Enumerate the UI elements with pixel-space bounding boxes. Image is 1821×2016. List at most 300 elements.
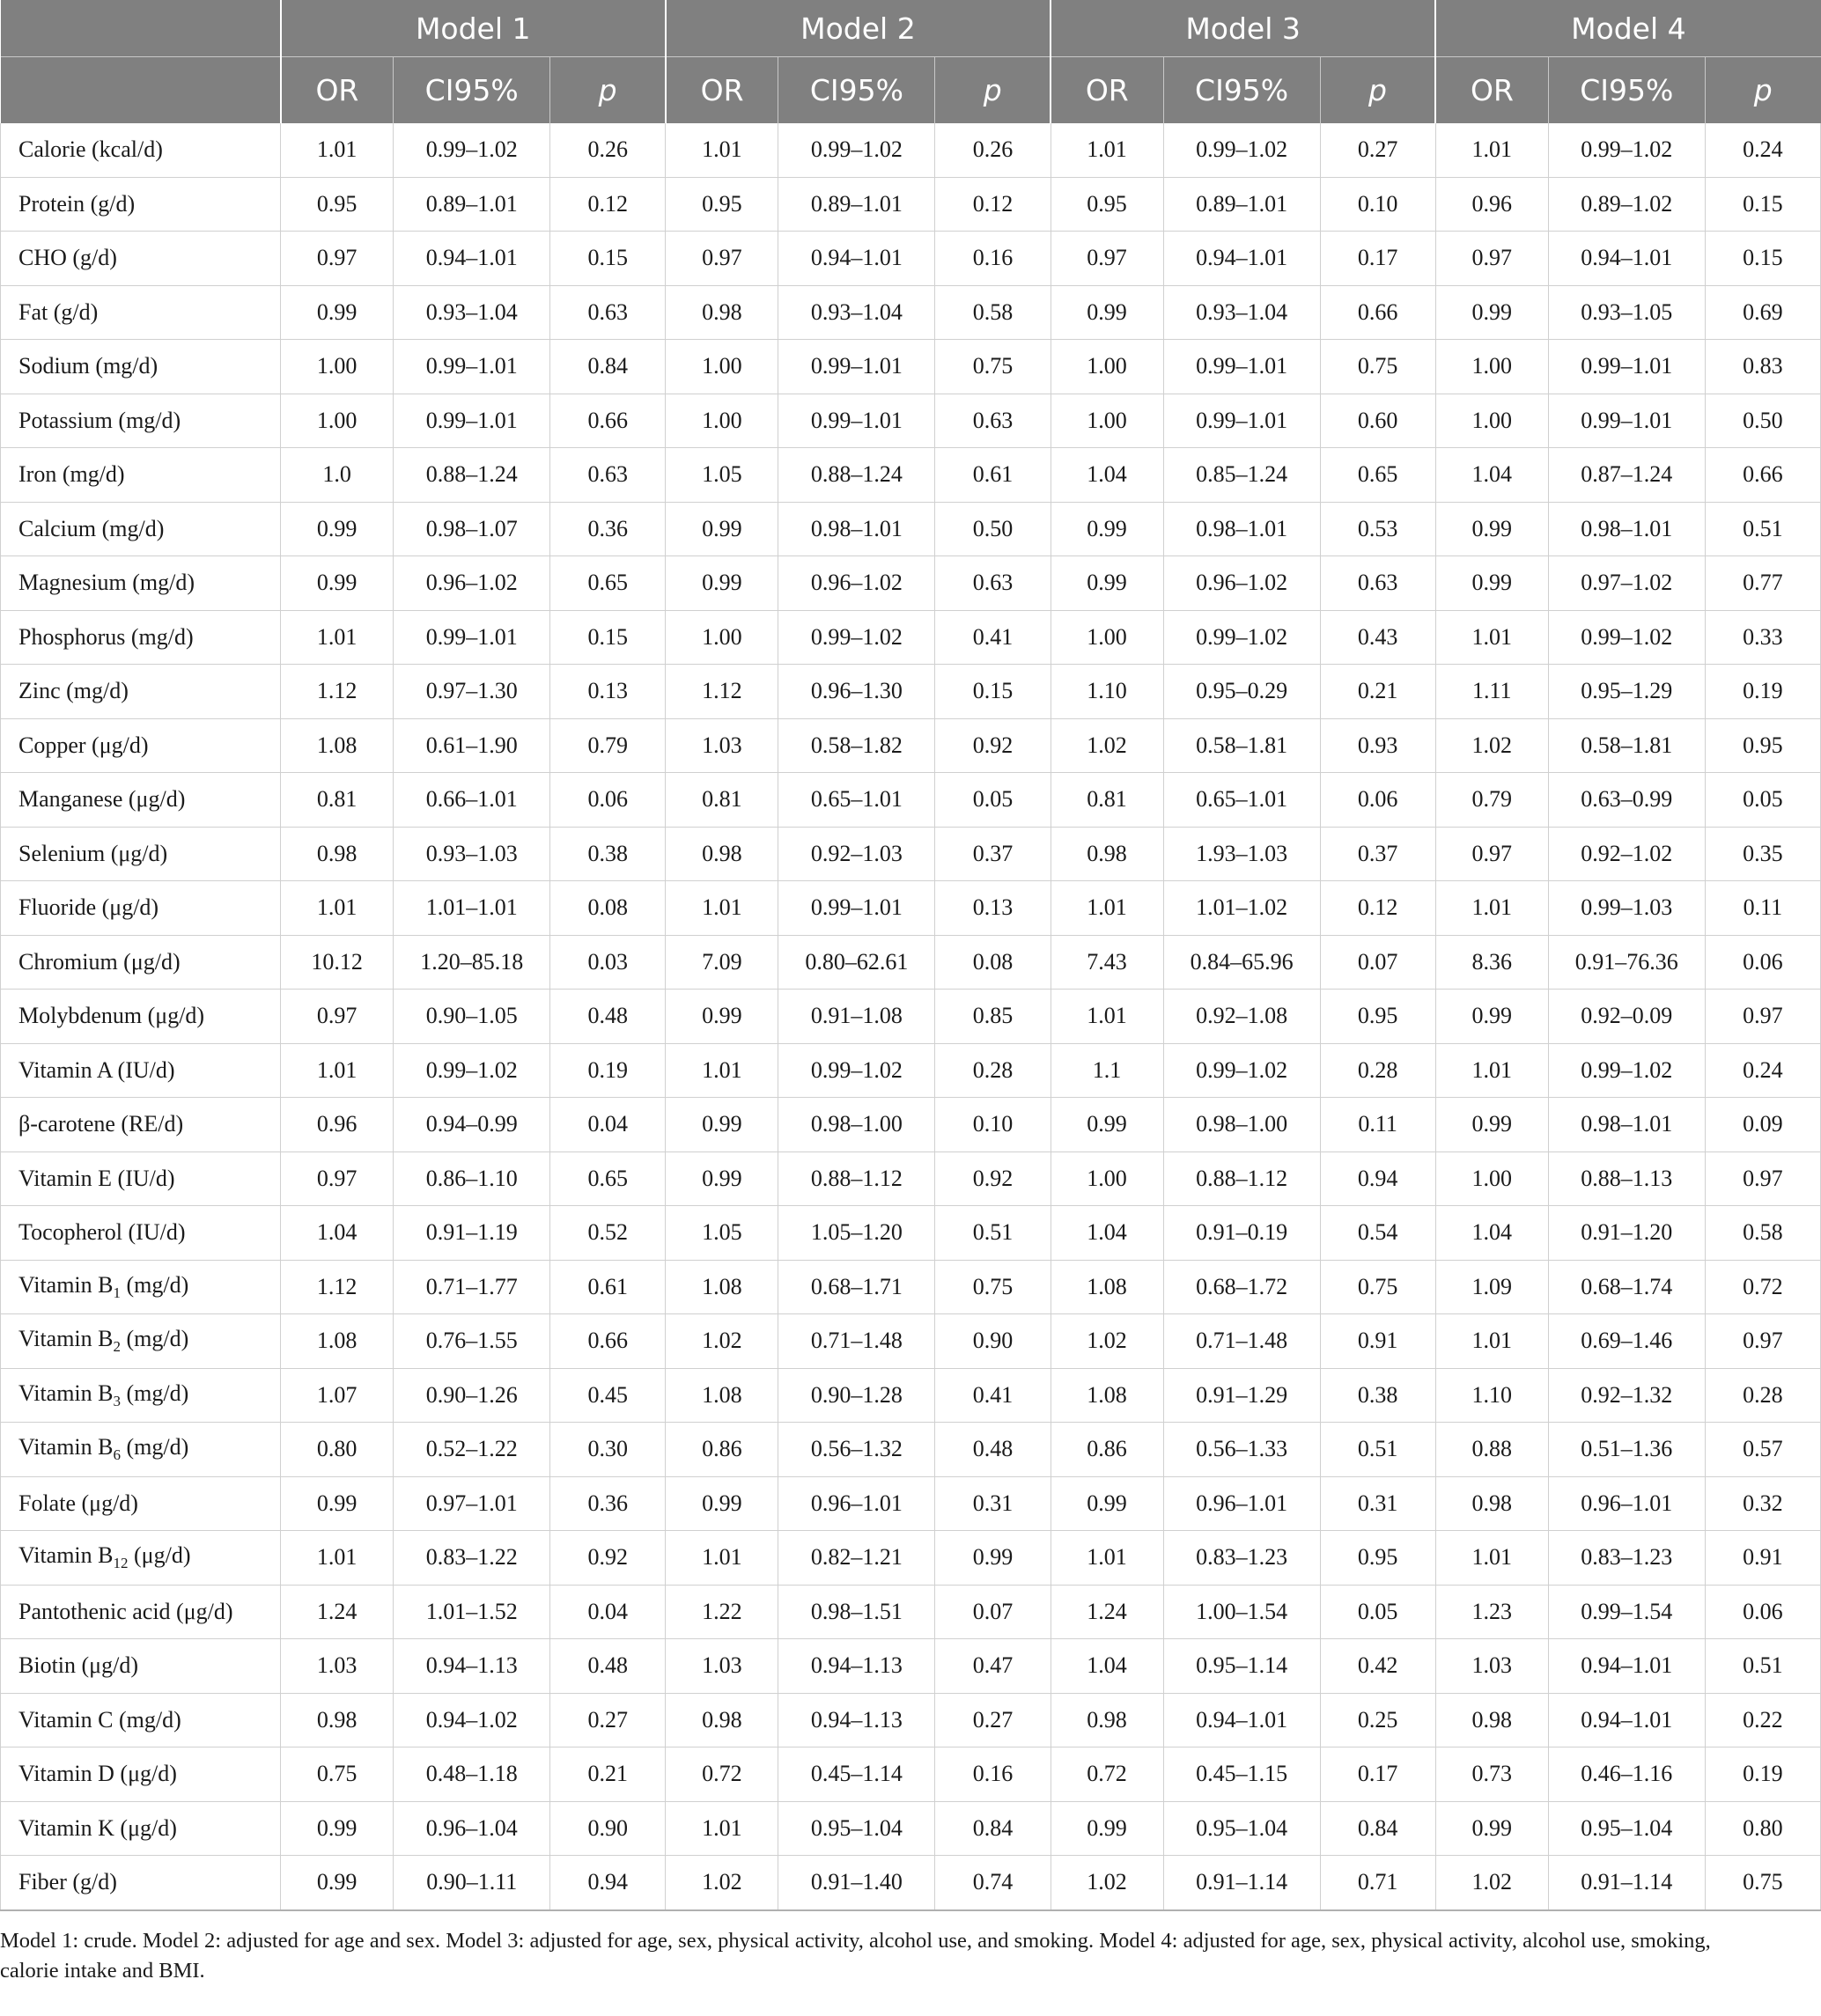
model-2-ci-value: 0.94–1.13 [778, 1693, 935, 1747]
model-3-or-value: 1.10 [1051, 665, 1163, 719]
model-3-or-value: 0.81 [1051, 773, 1163, 828]
nutrient-label [1, 1801, 281, 1856]
model-3-or-value: 1.00 [1051, 610, 1163, 665]
table-row [1, 1856, 1821, 1910]
model-2-ci-value: 0.98–1.01 [778, 502, 935, 556]
nutrient-label [1, 1368, 281, 1423]
model-1-p-value: 0.45 [550, 1368, 666, 1423]
nutrient-name: Pantothenic acid (μg/d) [18, 1598, 233, 1624]
model-2-p-value: 0.90 [935, 1314, 1051, 1369]
model-1-p-value: 0.92 [550, 1531, 666, 1586]
nutrient-subscript: 2 [113, 1338, 121, 1356]
model-4-p-value: 0.66 [1705, 448, 1820, 503]
model-1-ci-value: 1.20–85.18 [394, 935, 550, 990]
model-3-or-value: 0.99 [1051, 502, 1163, 556]
model-2-ci-value: 0.94–1.13 [778, 1639, 935, 1694]
ci-header: CI95% [1163, 57, 1320, 124]
model-3-p-value: 0.07 [1320, 935, 1435, 990]
model-3-p-value: 0.75 [1320, 1260, 1435, 1314]
model-3-p-value: 0.94 [1320, 1151, 1435, 1206]
model-1-p-value: 0.66 [550, 1314, 666, 1369]
table-row [1, 177, 1821, 232]
model-4-p-value: 0.24 [1705, 123, 1820, 177]
model-3-p-value: 0.54 [1320, 1206, 1435, 1261]
model-3-or-value: 0.97 [1051, 232, 1163, 286]
model-2-p-value: 0.50 [935, 502, 1051, 556]
model-4-p-value: 0.24 [1705, 1043, 1820, 1098]
model-2-ci-value: 0.91–1.08 [778, 990, 935, 1044]
nutrient-name: Manganese (μg/d) [18, 786, 186, 813]
model-4-p-value: 0.77 [1705, 556, 1820, 611]
model-1-ci-value: 0.66–1.01 [394, 773, 550, 828]
model-3-p-value: 0.75 [1320, 340, 1435, 394]
model-3-ci-value: 0.85–1.24 [1163, 448, 1320, 503]
model-4-ci-value: 0.99–1.02 [1548, 123, 1705, 177]
model-2-or-value: 1.01 [666, 1043, 778, 1098]
model-1-p-value: 0.21 [550, 1747, 666, 1802]
nutrient-name: Tocopherol (IU/d) [18, 1219, 186, 1246]
model-4-or-value: 0.99 [1435, 285, 1548, 340]
table-body [1, 123, 1821, 1910]
model-4-or-value: 1.01 [1435, 1531, 1548, 1586]
model-1-or-value: 10.12 [281, 935, 394, 990]
model-4-p-value: 0.28 [1705, 1368, 1820, 1423]
model-4-or-value: 1.03 [1435, 1639, 1548, 1694]
model-4-ci-value: 0.99–1.54 [1548, 1585, 1705, 1639]
model-3-or-value: 1.24 [1051, 1585, 1163, 1639]
table-row [1, 1151, 1821, 1206]
model-1-p-value: 0.03 [550, 935, 666, 990]
p-header [550, 57, 666, 124]
model-4-or-value: 1.01 [1435, 1043, 1548, 1098]
model-4-or-value: 1.04 [1435, 448, 1548, 503]
model-3-p-value: 0.31 [1320, 1476, 1435, 1531]
nutrient-name: β-carotene (RE/d) [18, 1111, 184, 1137]
model-1-ci-value: 0.89–1.01 [394, 177, 550, 232]
model-2-or-value: 0.99 [666, 990, 778, 1044]
model-3-ci-value: 0.84–65.96 [1163, 935, 1320, 990]
model-2-ci-value: 0.88–1.12 [778, 1151, 935, 1206]
model-2-or-value: 1.00 [666, 610, 778, 665]
table-header [1, 0, 1821, 123]
model-1-or-value: 1.00 [281, 340, 394, 394]
model-2-ci-value: 0.56–1.32 [778, 1423, 935, 1477]
model-2-p-value: 0.61 [935, 448, 1051, 503]
model-4-p-value: 0.57 [1705, 1423, 1820, 1477]
model-2-p-value: 0.99 [935, 1531, 1051, 1586]
nutrient-name: Folate (μg/d) [18, 1490, 138, 1516]
model-1-or-value: 0.98 [281, 1693, 394, 1747]
nutrient-name: Magnesium (mg/d) [18, 570, 195, 596]
nutrient-name: Vitamin B [18, 1542, 114, 1569]
model-1-or-value: 1.12 [281, 665, 394, 719]
model-3-p-value: 0.42 [1320, 1639, 1435, 1694]
model-2-or-value: 1.01 [666, 123, 778, 177]
table-row [1, 1585, 1821, 1639]
model-4-p-value: 0.32 [1705, 1476, 1820, 1531]
model-4-p-value: 0.51 [1705, 1639, 1820, 1694]
model-4-or-value: 0.79 [1435, 773, 1548, 828]
model-4-or-value: 1.01 [1435, 881, 1548, 936]
nutrient-name: Copper (μg/d) [18, 732, 149, 758]
model-1-or-value: 1.12 [281, 1260, 394, 1314]
model-4-or-value: 0.73 [1435, 1747, 1548, 1802]
model-2-p-value: 0.47 [935, 1639, 1051, 1694]
model-3-ci-value: 0.99–1.02 [1163, 123, 1320, 177]
nutrient-label [1, 1476, 281, 1531]
nutrient-unit: (mg/d) [121, 1326, 189, 1352]
model-3-or-value: 1.01 [1051, 881, 1163, 936]
model-4-p-value: 0.19 [1705, 1747, 1820, 1802]
p-header [1320, 57, 1435, 124]
model-1-or-value: 1.08 [281, 718, 394, 773]
model-4-ci-value: 0.97–1.02 [1548, 556, 1705, 611]
model-2-header: Model 2 [666, 0, 1051, 57]
table-row [1, 1693, 1821, 1747]
nutrient-name: Vitamin D (μg/d) [18, 1761, 177, 1787]
model-2-or-value: 0.99 [666, 1476, 778, 1531]
model-2-ci-value: 0.98–1.51 [778, 1585, 935, 1639]
nutrient-name: Calcium (mg/d) [18, 515, 165, 541]
model-3-p-value: 0.25 [1320, 1693, 1435, 1747]
model-1-p-value: 0.84 [550, 340, 666, 394]
model-1-or-value: 1.04 [281, 1206, 394, 1261]
model-1-p-value: 0.63 [550, 285, 666, 340]
model-3-ci-value: 0.99–1.02 [1163, 1043, 1320, 1098]
model-2-p-value: 0.58 [935, 285, 1051, 340]
model-4-p-value: 0.97 [1705, 1314, 1820, 1369]
model-1-p-value: 0.94 [550, 1856, 666, 1910]
nutrient-name: Potassium (mg/d) [18, 407, 181, 433]
model-4-or-value: 0.99 [1435, 990, 1548, 1044]
model-4-or-value: 0.97 [1435, 827, 1548, 881]
model-4-p-value: 0.58 [1705, 1206, 1820, 1261]
model-4-or-value: 0.99 [1435, 502, 1548, 556]
model-2-ci-value: 0.96–1.30 [778, 665, 935, 719]
model-2-ci-value: 0.99–1.02 [778, 123, 935, 177]
model-3-ci-value: 0.83–1.23 [1163, 1531, 1320, 1586]
nutrient-label [1, 340, 281, 394]
model-4-ci-value: 0.87–1.24 [1548, 448, 1705, 503]
model-3-ci-value: 0.88–1.12 [1163, 1151, 1320, 1206]
model-2-or-value: 1.03 [666, 718, 778, 773]
model-2-p-value: 0.08 [935, 935, 1051, 990]
nutrient-name: Fat (g/d) [18, 298, 99, 325]
model-1-ci-value: 0.94–0.99 [394, 1098, 550, 1152]
model-3-p-value: 0.12 [1320, 881, 1435, 936]
model-4-or-value: 0.99 [1435, 1801, 1548, 1856]
empty-header-cell [1, 0, 281, 57]
model-2-ci-value: 0.99–1.01 [778, 881, 935, 936]
nutrient-label [1, 1585, 281, 1639]
model-2-p-value: 0.84 [935, 1801, 1051, 1856]
nutrient-subscript: 12 [113, 1555, 129, 1572]
model-2-ci-value: 0.94–1.01 [778, 232, 935, 286]
model-3-or-value: 1.08 [1051, 1260, 1163, 1314]
nutrient-name: Iron (mg/d) [18, 461, 125, 488]
model-3-p-value: 0.28 [1320, 1043, 1435, 1098]
model-1-or-value: 0.97 [281, 990, 394, 1044]
model-3-ci-value: 0.95–1.14 [1163, 1639, 1320, 1694]
table-row [1, 1098, 1821, 1152]
model-1-ci-value: 0.86–1.10 [394, 1151, 550, 1206]
model-1-or-value: 0.96 [281, 1098, 394, 1152]
model-3-ci-value: 1.00–1.54 [1163, 1585, 1320, 1639]
model-3-ci-value: 0.89–1.01 [1163, 177, 1320, 232]
model-4-ci-value: 0.99–1.02 [1548, 610, 1705, 665]
nutrient-name: Sodium (mg/d) [18, 353, 159, 379]
p-header-label: p [983, 73, 1002, 107]
model-2-ci-value: 0.90–1.28 [778, 1368, 935, 1423]
nutrient-label [1, 394, 281, 448]
model-1-p-value: 0.15 [550, 232, 666, 286]
nutrient-label [1, 1043, 281, 1098]
ci-header: CI95% [394, 57, 550, 124]
model-2-p-value: 0.51 [935, 1206, 1051, 1261]
model-3-p-value: 0.27 [1320, 123, 1435, 177]
table-row [1, 502, 1821, 556]
nutrient-label [1, 556, 281, 611]
model-2-p-value: 0.75 [935, 340, 1051, 394]
model-3-or-value: 7.43 [1051, 935, 1163, 990]
model-2-or-value: 0.72 [666, 1747, 778, 1802]
model-3-p-value: 0.65 [1320, 448, 1435, 503]
model-4-or-value: 1.11 [1435, 665, 1548, 719]
model-3-ci-value: 0.99–1.02 [1163, 610, 1320, 665]
model-4-ci-value: 0.91–1.20 [1548, 1206, 1705, 1261]
model-1-header: Model 1 [281, 0, 666, 57]
model-3-or-value: 0.95 [1051, 177, 1163, 232]
table-row [1, 990, 1821, 1044]
model-4-or-value: 1.00 [1435, 340, 1548, 394]
model-1-p-value: 0.04 [550, 1098, 666, 1152]
model-2-or-value: 1.12 [666, 665, 778, 719]
model-2-p-value: 0.41 [935, 1368, 1051, 1423]
model-header-row [1, 0, 1821, 57]
model-3-ci-value: 1.93–1.03 [1163, 827, 1320, 881]
nutrient-subscript: 6 [113, 1446, 121, 1464]
nutrient-name: Zinc (mg/d) [18, 678, 129, 704]
model-3-or-value: 1.02 [1051, 1856, 1163, 1910]
model-4-or-value: 0.99 [1435, 1098, 1548, 1152]
model-3-ci-value: 0.68–1.72 [1163, 1260, 1320, 1314]
model-4-p-value: 0.19 [1705, 665, 1820, 719]
model-3-p-value: 0.05 [1320, 1585, 1435, 1639]
model-3-p-value: 0.38 [1320, 1368, 1435, 1423]
model-1-p-value: 0.90 [550, 1801, 666, 1856]
model-1-p-value: 0.13 [550, 665, 666, 719]
model-4-or-value: 1.00 [1435, 1151, 1548, 1206]
model-3-ci-value: 0.98–1.01 [1163, 502, 1320, 556]
nutrient-label [1, 448, 281, 503]
model-3-or-value: 0.99 [1051, 285, 1163, 340]
nutrient-name: Vitamin K (μg/d) [18, 1814, 177, 1841]
model-1-ci-value: 0.96–1.04 [394, 1801, 550, 1856]
model-3-ci-value: 0.93–1.04 [1163, 285, 1320, 340]
model-2-or-value: 1.01 [666, 1531, 778, 1586]
model-4-p-value: 0.35 [1705, 827, 1820, 881]
nutrient-label [1, 827, 281, 881]
nutrient-label [1, 610, 281, 665]
model-1-ci-value: 0.93–1.03 [394, 827, 550, 881]
model-1-p-value: 0.79 [550, 718, 666, 773]
nutrient-unit: (mg/d) [121, 1380, 189, 1406]
model-4-or-value: 1.02 [1435, 1856, 1548, 1910]
model-3-p-value: 0.63 [1320, 556, 1435, 611]
model-3-or-value: 1.04 [1051, 1639, 1163, 1694]
model-1-ci-value: 0.91–1.19 [394, 1206, 550, 1261]
model-2-p-value: 0.05 [935, 773, 1051, 828]
model-3-or-value: 0.99 [1051, 556, 1163, 611]
p-header [1705, 57, 1820, 124]
model-4-ci-value: 0.94–1.01 [1548, 1639, 1705, 1694]
model-3-ci-value: 0.58–1.81 [1163, 718, 1320, 773]
model-3-p-value: 0.84 [1320, 1801, 1435, 1856]
model-4-p-value: 0.97 [1705, 990, 1820, 1044]
model-3-ci-value: 0.71–1.48 [1163, 1314, 1320, 1369]
model-4-or-value: 1.00 [1435, 394, 1548, 448]
table-row [1, 232, 1821, 286]
model-2-or-value: 1.02 [666, 1856, 778, 1910]
table-row [1, 448, 1821, 503]
model-4-ci-value: 0.89–1.02 [1548, 177, 1705, 232]
model-3-ci-value: 0.45–1.15 [1163, 1747, 1320, 1802]
model-3-ci-value: 0.99–1.01 [1163, 340, 1320, 394]
model-4-or-value: 1.01 [1435, 610, 1548, 665]
model-3-ci-value: 0.96–1.01 [1163, 1476, 1320, 1531]
model-1-ci-value: 0.76–1.55 [394, 1314, 550, 1369]
model-1-ci-value: 0.88–1.24 [394, 448, 550, 503]
model-4-or-value: 1.01 [1435, 1314, 1548, 1369]
model-3-ci-value: 0.96–1.02 [1163, 556, 1320, 611]
model-1-p-value: 0.36 [550, 502, 666, 556]
table-row [1, 1260, 1821, 1314]
model-4-p-value: 0.05 [1705, 773, 1820, 828]
model-1-or-value: 0.75 [281, 1747, 394, 1802]
model-4-ci-value: 0.69–1.46 [1548, 1314, 1705, 1369]
model-4-ci-value: 0.98–1.01 [1548, 1098, 1705, 1152]
table-row [1, 394, 1821, 448]
nutrient-label [1, 1693, 281, 1747]
model-3-p-value: 0.37 [1320, 827, 1435, 881]
or-header: OR [1051, 57, 1163, 124]
model-1-p-value: 0.65 [550, 556, 666, 611]
model-2-or-value: 0.99 [666, 502, 778, 556]
model-2-p-value: 0.13 [935, 881, 1051, 936]
model-3-or-value: 1.00 [1051, 394, 1163, 448]
model-4-ci-value: 0.96–1.01 [1548, 1476, 1705, 1531]
model-2-or-value: 0.99 [666, 1151, 778, 1206]
table-row [1, 1531, 1821, 1586]
model-3-p-value: 0.17 [1320, 232, 1435, 286]
model-2-p-value: 0.15 [935, 665, 1051, 719]
model-3-p-value: 0.21 [1320, 665, 1435, 719]
model-2-or-value: 1.00 [666, 340, 778, 394]
nutrient-label [1, 881, 281, 936]
model-3-or-value: 1.02 [1051, 1314, 1163, 1369]
model-3-p-value: 0.11 [1320, 1098, 1435, 1152]
nutrient-label [1, 1098, 281, 1152]
model-2-ci-value: 0.80–62.61 [778, 935, 935, 990]
nutrient-label [1, 718, 281, 773]
model-4-ci-value: 0.83–1.23 [1548, 1531, 1705, 1586]
model-2-or-value: 1.08 [666, 1260, 778, 1314]
model-1-or-value: 0.99 [281, 1856, 394, 1910]
nutrient-name: Vitamin A (IU/d) [18, 1056, 175, 1083]
nutrient-label [1, 177, 281, 232]
model-2-or-value: 0.98 [666, 285, 778, 340]
model-4-ci-value: 0.63–0.99 [1548, 773, 1705, 828]
model-2-ci-value: 0.68–1.71 [778, 1260, 935, 1314]
model-1-p-value: 0.12 [550, 177, 666, 232]
model-4-or-value: 8.36 [1435, 935, 1548, 990]
model-2-or-value: 7.09 [666, 935, 778, 990]
model-4-or-value: 1.02 [1435, 718, 1548, 773]
model-2-p-value: 0.26 [935, 123, 1051, 177]
model-1-ci-value: 0.61–1.90 [394, 718, 550, 773]
model-4-p-value: 0.51 [1705, 502, 1820, 556]
model-4-or-value: 1.10 [1435, 1368, 1548, 1423]
model-1-or-value: 0.99 [281, 502, 394, 556]
model-1-p-value: 0.30 [550, 1423, 666, 1477]
model-1-p-value: 0.48 [550, 1639, 666, 1694]
nutrient-label [1, 123, 281, 177]
model-2-ci-value: 0.99–1.02 [778, 610, 935, 665]
model-2-p-value: 0.92 [935, 1151, 1051, 1206]
p-header-label: p [598, 73, 617, 107]
model-1-or-value: 0.80 [281, 1423, 394, 1477]
table-row [1, 610, 1821, 665]
model-1-or-value: 1.01 [281, 1043, 394, 1098]
model-1-p-value: 0.52 [550, 1206, 666, 1261]
model-1-p-value: 0.36 [550, 1476, 666, 1531]
model-2-ci-value: 0.58–1.82 [778, 718, 935, 773]
model-4-or-value: 0.97 [1435, 232, 1548, 286]
nutrient-name: Vitamin B [18, 1271, 114, 1298]
model-4-ci-value: 0.93–1.05 [1548, 285, 1705, 340]
model-4-or-value: 0.98 [1435, 1693, 1548, 1747]
model-3-ci-value: 0.95–0.29 [1163, 665, 1320, 719]
model-4-ci-value: 0.99–1.02 [1548, 1043, 1705, 1098]
model-4-or-value: 1.09 [1435, 1260, 1548, 1314]
model-1-ci-value: 0.99–1.01 [394, 394, 550, 448]
model-1-p-value: 0.61 [550, 1260, 666, 1314]
model-1-or-value: 1.01 [281, 881, 394, 936]
nutrient-unit: (mg/d) [121, 1434, 189, 1460]
model-1-or-value: 0.99 [281, 1801, 394, 1856]
model-3-p-value: 0.66 [1320, 285, 1435, 340]
p-header-label: p [1753, 73, 1773, 107]
model-3-p-value: 0.95 [1320, 1531, 1435, 1586]
model-2-ci-value: 0.92–1.03 [778, 827, 935, 881]
model-1-or-value: 0.97 [281, 232, 394, 286]
model-4-ci-value: 0.94–1.01 [1548, 232, 1705, 286]
or-header: OR [281, 57, 394, 124]
model-1-p-value: 0.38 [550, 827, 666, 881]
or-header: OR [666, 57, 778, 124]
model-2-p-value: 0.07 [935, 1585, 1051, 1639]
model-3-or-value: 0.99 [1051, 1476, 1163, 1531]
model-3-ci-value: 0.56–1.33 [1163, 1423, 1320, 1477]
model-2-p-value: 0.74 [935, 1856, 1051, 1910]
model-3-ci-value: 0.99–1.01 [1163, 394, 1320, 448]
nutrient-name: Selenium (μg/d) [18, 840, 168, 866]
model-2-or-value: 1.02 [666, 1314, 778, 1369]
model-2-p-value: 0.92 [935, 718, 1051, 773]
nutrient-label [1, 1423, 281, 1477]
model-1-ci-value: 0.93–1.04 [394, 285, 550, 340]
model-4-ci-value: 0.92–1.02 [1548, 827, 1705, 881]
